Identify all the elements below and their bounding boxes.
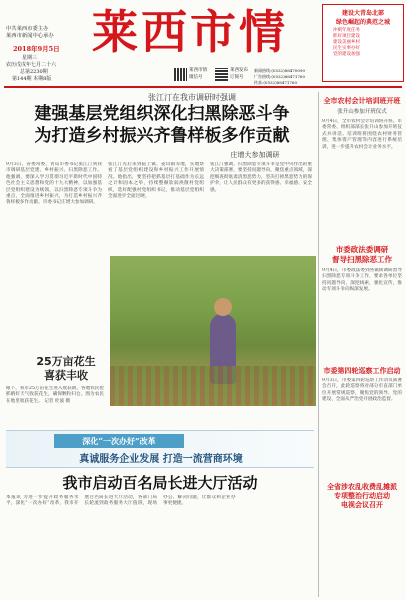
contact-2: 广告热线:(0532)88471760: [254, 74, 306, 79]
brief-3-body: 9月3日，市委第四轮巡察工作动员部署会召开，此轮巡察将对部分市直部门单位开展常规巡察，聚焦党的领导、党的建设、全面从严治党开展政治监督。: [322, 378, 402, 403]
brief-4-title: 全省涉农乱收费乱摊派: [327, 482, 397, 491]
brief-4-title-2: 专项整治行动启动: [334, 491, 390, 500]
lead-kicker: 张江汀在我市调研时强调: [148, 93, 236, 102]
slogan-item-4: 民生实事办好: [333, 46, 360, 51]
issue-lunar: 农历戊戌年七月二十六: [6, 62, 57, 68]
reform-banner: [6, 430, 314, 468]
issue-date: 2018年9月5日: [13, 45, 60, 53]
sponsor-line-1: 中共莱西市委主办: [6, 26, 49, 32]
contact-1: 新闻热线:(0532)88470090: [254, 68, 306, 73]
brief-2-title-2: 督导扫黑除恶工作: [332, 255, 392, 264]
qr-label-3: 莱西发布: [230, 68, 248, 73]
brief-1-title: 全市农村会计培训班开班: [323, 96, 401, 105]
slogan-item-5: 党的建设加强: [333, 52, 360, 57]
slogan-item-3: 建设美丽乡村: [333, 40, 360, 45]
banner-label: 深化“一次办好”改革: [54, 434, 184, 448]
bottom-body: 本报讯 为进一步提升政务服务水平，深化“一次办好”改革，我市开展百名局长进大厅活动，各部门局长轮流到政务服务大厅值班，现场办公、解决问题，让群众和企业办事更便捷。: [6, 495, 236, 507]
lead-body-col-1: 9月3日，省委常委、青岛市委书记张江汀到我市调研基层党建、乡村振兴、扫黑除恶工作。他强调，要深入学习贯彻习近平新时代中国特色社会主义思想和党的十九大精神，以加强基层党组织建设为统领，以扫黑除恶专项斗争为重点，全面推进乡村振兴，为打造乡村振兴齐鲁样板多作贡献。市委书记庄增大参加调研。: [6, 162, 102, 206]
issue-number: 第144期 本期8版: [12, 76, 52, 82]
banner-subtitle: 真诚服务企业发展 打造一流营商环境: [79, 454, 243, 465]
qr-code-2: [215, 68, 228, 81]
peanut-plants: [110, 366, 316, 406]
masthead-rule: [4, 86, 402, 88]
qr-code-1: [174, 68, 187, 81]
photo-caption-text: 眼下，我市25万亩花生进入收获期，各地农民抢抓晴好天气收获花生，确保颗粒归仓。图为农民在地里收获花生。 记者 杜波 摄: [6, 386, 104, 404]
contact-3: 传真:(0532)88471760: [254, 80, 298, 85]
issue-weekday: 星期三: [22, 55, 38, 61]
photo-caption-title: 25万亩花生: [36, 355, 96, 368]
sponsor-line-2: 莱西市新闻中心承办: [6, 33, 54, 39]
lead-headline-1: 建强基层党组织深化扫黑除恶斗争: [34, 104, 290, 124]
lead-subhead: 庄增大参加调研: [230, 151, 280, 159]
issue-total: 总第2230期: [20, 69, 48, 75]
brief-2-body: 9月4日，市委政法委到各镇街调研督导扫黑除恶专项斗争工作，要求各单位坚持问题导向，深挖线索，强化宣传，推动专项斗争向纵深发展。: [322, 268, 402, 293]
slogan-box: [322, 4, 404, 82]
slogan-item-1: 冲刺年度任务: [333, 28, 360, 33]
masthead: [0, 0, 406, 84]
right-column-divider: [318, 92, 319, 597]
brief-1-subtitle: 张升山参加开班仪式: [337, 109, 387, 115]
qr-label-1: 莱西市情: [189, 68, 207, 73]
right-column: [322, 92, 402, 597]
qr-label-2: 微信号: [189, 75, 203, 80]
lead-body-col-3: 张江汀强调，扫黑除恶专项斗争是党中央作出的重大决策部署，要坚持问题导向，聚焦重点领域，深挖细查彻底肃清黑恶势力，坚决打掉黑恶势力的保护伞，让人民群众有更多的获得感、幸福感、安全感。: [210, 162, 312, 193]
slogan-subtitle: 绿色崛起的典范之城: [335, 19, 390, 26]
newspaper-title: 莱西市情: [92, 5, 288, 59]
photo-caption-title-2: 喜获丰收: [44, 369, 88, 382]
brief-1-body: 9月4日，全市农村会计培训班开班。市委常委、组织部部长张升山参加开班仪式并讲话。培训班将围绕农村财务管理、集体资产管理等内容进行系统培训，进一步提升农村会计业务水平。: [322, 119, 402, 150]
slogan-title: 建设大青岛北部: [341, 10, 384, 17]
qr-label-4: 订阅号: [230, 75, 244, 80]
bottom-headline: 我市启动百名局长进大厅活动: [62, 474, 258, 492]
farmer-head: [214, 298, 232, 316]
brief-2-title: 市委政法委调研: [335, 245, 389, 254]
slogan-item-2: 抓好项目建设: [333, 34, 360, 39]
harvest-photo: [110, 256, 316, 406]
lead-body-col-2: 张江汀先后来到院上镇、姜山镇等地，实地察看了基层党组织建设和乡村振兴工作开展情况。他指出，要坚持把抓基层打基础作为长远之计和固本之举，持续整顿软弱涣散村党组织，选好配强村党组织书记，推动基层党组织全面进步全面过硬。: [108, 162, 204, 200]
lead-headline-2: 为打造乡村振兴齐鲁样板多作贡献: [34, 126, 290, 146]
brief-4-title-3: 电视会议召开: [341, 500, 383, 509]
brief-3-title: 市委第四轮巡察工作启动: [323, 366, 401, 375]
